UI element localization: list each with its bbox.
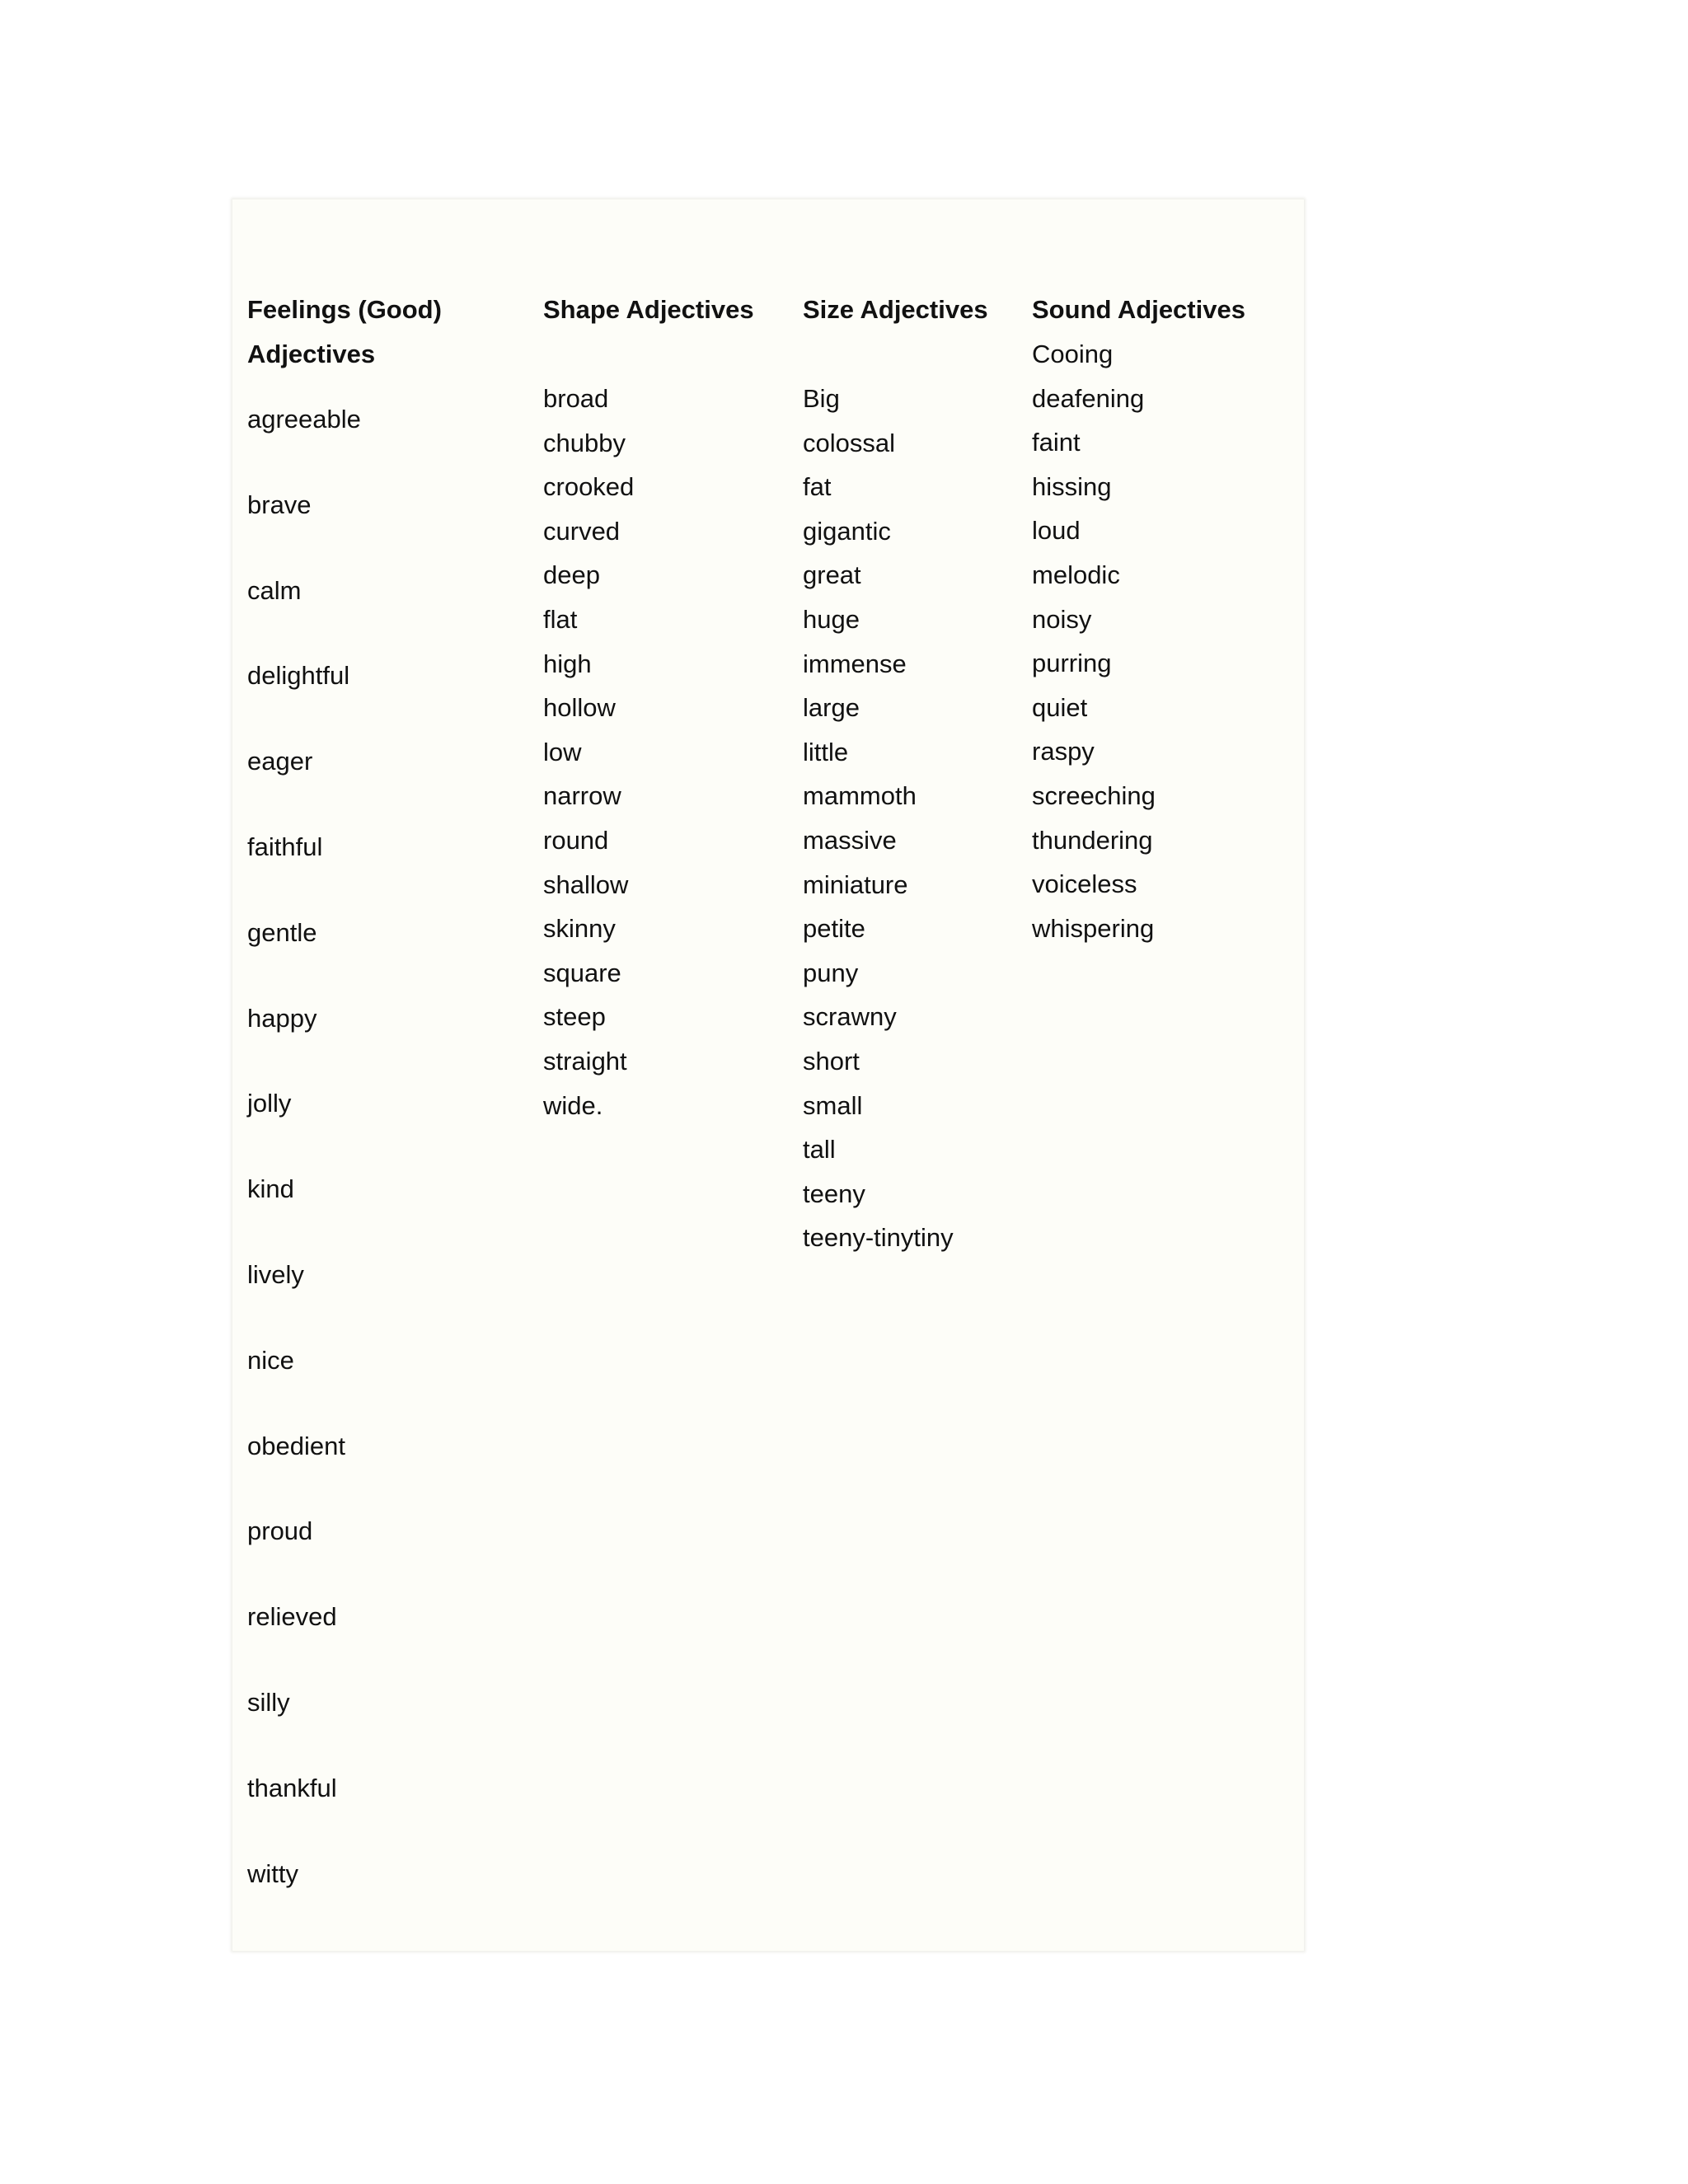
size-item: petite	[803, 914, 865, 944]
feelings-item: obedient	[247, 1431, 345, 1460]
feelings-item: delightful	[247, 661, 350, 691]
size-item: huge	[803, 604, 860, 634]
size-column	[803, 288, 1025, 1260]
feelings-list	[247, 377, 528, 1916]
shape-item: curved	[543, 516, 621, 546]
sound-item: voiceless	[1032, 869, 1137, 899]
feelings-item: brave	[247, 490, 312, 519]
shape-item: chubby	[543, 428, 626, 457]
size-item: puny	[803, 958, 859, 987]
document-page	[232, 199, 1304, 1951]
size-list	[803, 377, 1025, 1260]
shape-item: crooked	[543, 472, 635, 502]
feelings-item: agreeable	[247, 405, 361, 434]
size-item: tall	[803, 1135, 836, 1165]
sound-column	[1032, 288, 1279, 950]
size-item: great	[803, 560, 861, 590]
size-item: Big	[803, 384, 840, 413]
size-item: fat	[803, 472, 832, 502]
size-item: teeny-tinytiny	[803, 1223, 954, 1253]
feelings-item: jolly	[247, 1089, 292, 1118]
sound-item: quiet	[1032, 692, 1088, 722]
sound-item: purring	[1032, 649, 1112, 678]
sound-item: melodic	[1032, 560, 1120, 589]
size-item: massive	[803, 825, 897, 855]
size-item: miniature	[803, 869, 908, 899]
feelings-item: gentle	[247, 917, 317, 947]
sound-item: noisy	[1032, 604, 1092, 634]
shape-item: steep	[543, 1002, 606, 1032]
sound-item: thundering	[1032, 825, 1153, 855]
feelings-item: lively	[247, 1259, 304, 1289]
feelings-item: silly	[247, 1687, 290, 1717]
sound-item: raspy	[1032, 737, 1095, 766]
size-item: gigantic	[803, 516, 891, 546]
shape-item: deep	[543, 560, 600, 590]
feelings-item: witty	[247, 1858, 298, 1888]
size-item: scrawny	[803, 1002, 897, 1032]
feelings-item: calm	[247, 575, 302, 605]
shape-item: shallow	[543, 869, 629, 899]
sound-item: faint	[1032, 428, 1081, 457]
shape-item: square	[543, 958, 621, 987]
shape-item: narrow	[543, 781, 621, 811]
sound-heading: Sound Adjectives	[1032, 295, 1245, 324]
shape-item: skinny	[543, 914, 616, 944]
size-item: teeny	[803, 1179, 865, 1208]
sound-list	[1032, 332, 1279, 950]
shape-list	[543, 377, 790, 1127]
sound-item: screeching	[1032, 780, 1156, 810]
size-item: colossal	[803, 428, 895, 457]
feelings-heading: Feelings (Good) Adjectives	[247, 295, 442, 368]
size-item: large	[803, 693, 860, 723]
shape-item: straight	[543, 1046, 627, 1076]
size-item: mammoth	[803, 781, 917, 811]
shape-item: high	[543, 649, 592, 678]
size-heading: Size Adjectives	[803, 295, 988, 324]
feelings-item: kind	[247, 1174, 294, 1204]
sound-item: hissing	[1032, 471, 1112, 501]
feelings-item: nice	[247, 1345, 294, 1375]
shape-item: hollow	[543, 693, 616, 723]
size-item: short	[803, 1046, 860, 1076]
shape-item: low	[543, 737, 582, 766]
size-item: little	[803, 737, 849, 766]
feelings-item: thankful	[247, 1773, 337, 1802]
shape-item: broad	[543, 384, 609, 413]
feelings-item: faithful	[247, 832, 323, 861]
feelings-column	[247, 288, 528, 1916]
sound-item: Cooing	[1032, 340, 1114, 368]
feelings-item: proud	[247, 1516, 313, 1546]
feelings-item: eager	[247, 747, 313, 776]
size-item: immense	[803, 649, 907, 678]
size-item: small	[803, 1090, 863, 1120]
sound-item: loud	[1032, 516, 1081, 546]
shape-column	[543, 288, 790, 1127]
shape-item: flat	[543, 604, 578, 634]
sound-item: deafening	[1032, 383, 1145, 413]
sound-item: whispering	[1032, 913, 1155, 943]
shape-item: round	[543, 825, 609, 855]
shape-heading: Shape Adjectives	[543, 295, 754, 324]
shape-item: wide.	[543, 1090, 603, 1120]
feelings-item: happy	[247, 1003, 317, 1033]
feelings-item: relieved	[247, 1602, 337, 1632]
